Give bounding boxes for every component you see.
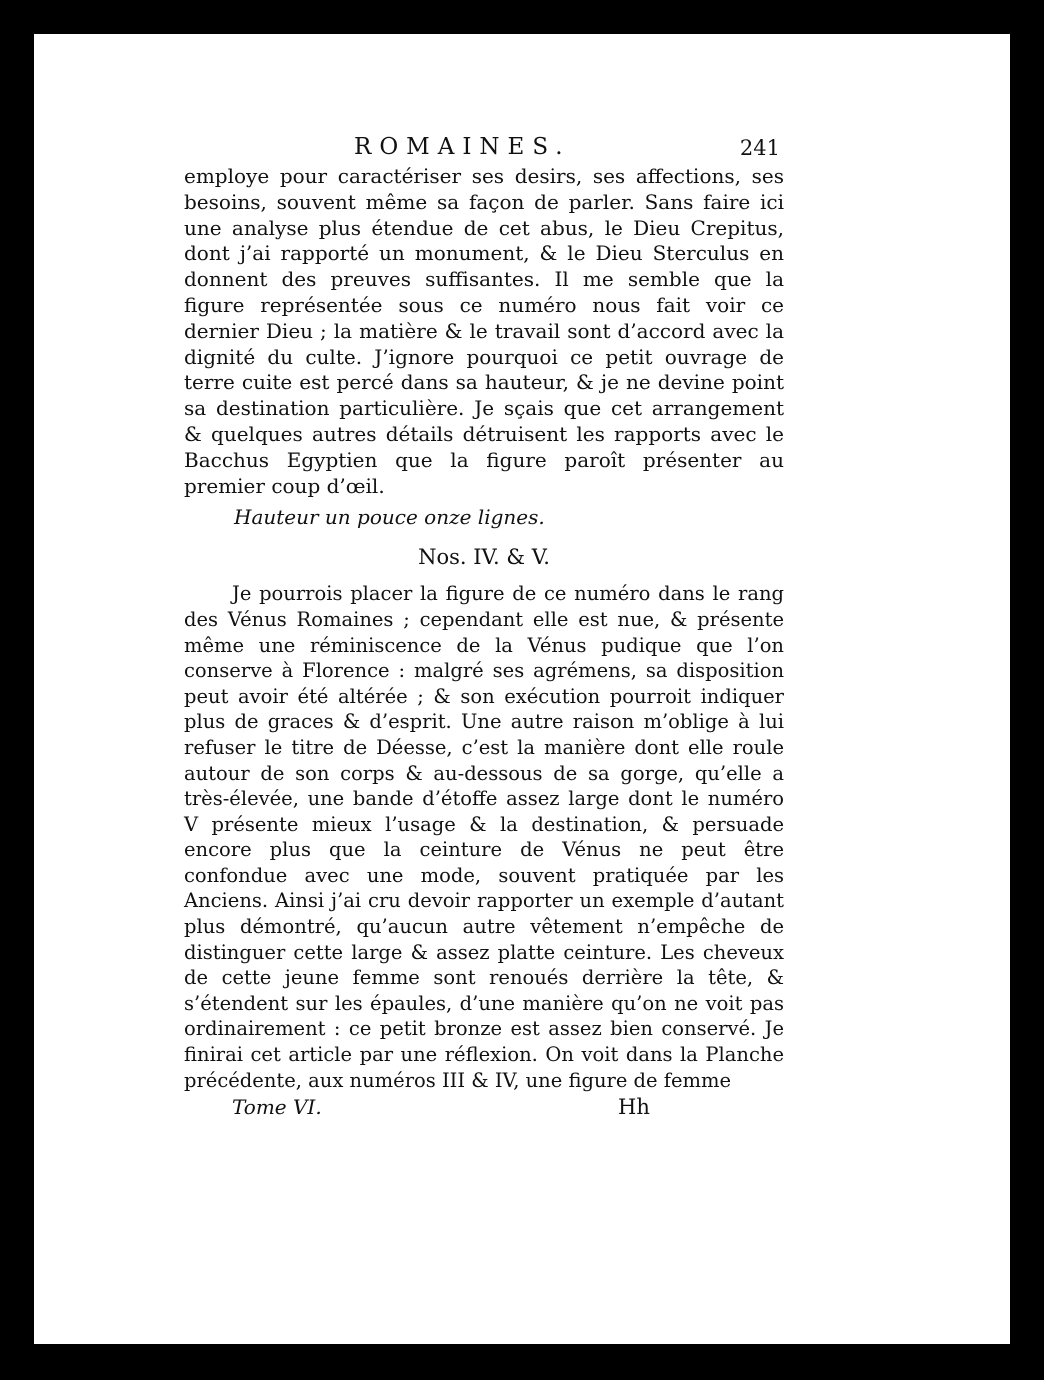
book-page xyxy=(34,34,1010,1344)
page-number: 241 xyxy=(739,136,780,160)
measurement-note: Hauteur un pouce onze lignes. xyxy=(234,505,545,530)
paragraph-continuation: employe pour caractériser ses desirs, ses affections, ses besoins, souvent même sa façon de parler. Sans faire ici une analyse plus étendue de cet abus, le Dieu Crepitus, dont j’ai rapporté un monument, & le Dieu Sterculus en donnent des preuves suffisantes. Il me semble que la figure représentée sous ce numéro nous fait voir ce dernier Dieu ; la matière & le travail sont d’accord avec la dignité du culte. J’ignore pourquoi ce petit ouvrage de terre cuite est percé dans sa hauteur, & je ne devine point sa destination particulière. Je sçais que cet arrangement & quelques autres détails détruisent les rapports avec le Bacchus Egyptien que la figure paroît présenter au premier coup d’œil. xyxy=(184,164,784,498)
paragraph-numbers-iv-v: Je pourrois placer la figure de ce numéro dans le rang des Vénus Romaines ; cependant elle est nue, & présente même une réminiscence de la Vénus pudique que l’on conserve à Florence : malgré ses agrémens, sa disposition peut avoir été altérée ; & son exécution pourroit indiquer plus de graces & d’esprit. Une autre raison m’oblige à lui refuser le titre de Déesse, c’est la manière dont elle roule autour de son corps & au-dessous de sa gorge, qu’elle a très-élevée, une bande d’étoffe assez large dont le numéro V présente mieux l’usage & la destination, & persuade encore plus que la ceinture de Vénus ne peut être confondue avec une mode, souvent pratiquée par les Anciens. Ainsi j’ai cru devoir rapporter un exemple d’autant plus démontré, qu’aucun autre vêtement n’empêche de distinguer cette large & assez platte ceinture. Les cheveux de cette jeune femme sont renoués derrière la tête, & s’étendent sur les épaules, d’une manière qu’on ne voit pas ordinairement : ce petit bronze est assez bien conservé. Je finirai cet article par une réflexion. On voit dans la Planche précédente, aux numéros III & IV, une figure de femme xyxy=(184,582,784,1092)
running-title: ROMAINES. xyxy=(354,134,571,160)
page-footer xyxy=(184,1095,784,1125)
page-header xyxy=(184,134,784,164)
section-heading: Nos. IV. & V. xyxy=(418,545,550,570)
page-content xyxy=(184,134,784,1125)
volume-label: Tome VI. xyxy=(232,1095,322,1120)
signature-mark: Hh xyxy=(618,1095,650,1120)
